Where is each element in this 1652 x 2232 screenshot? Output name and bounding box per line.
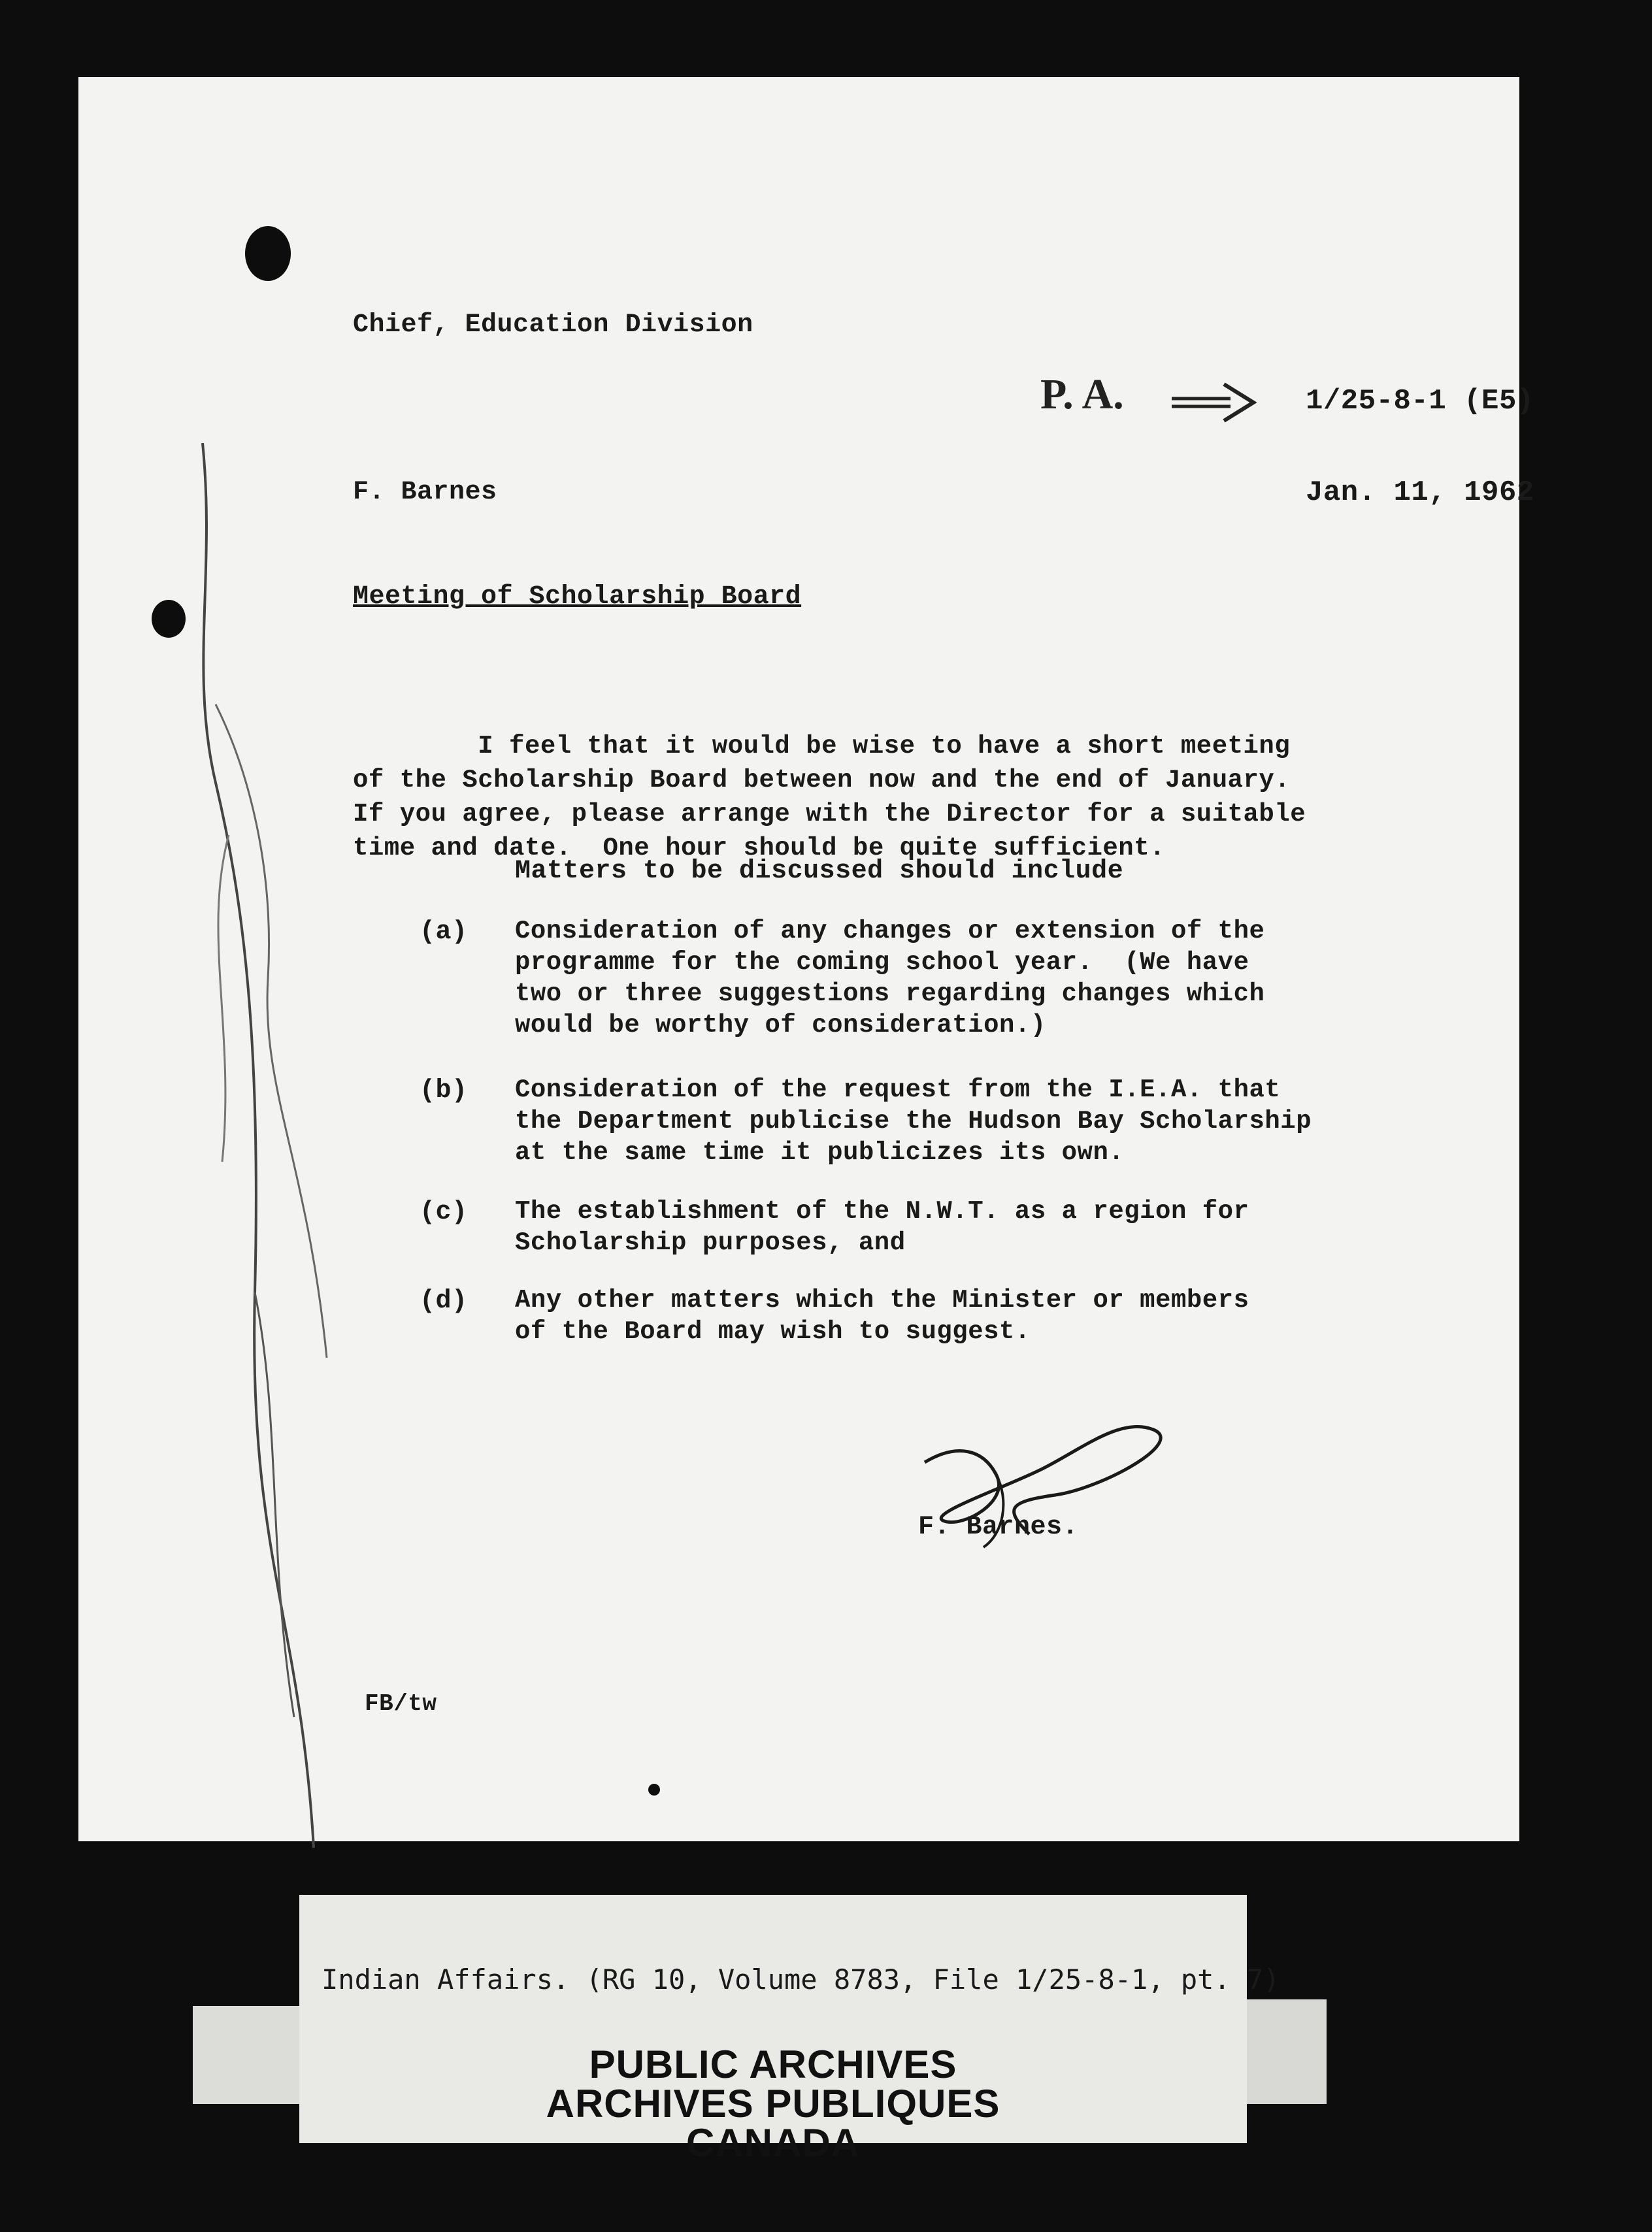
list-item: Consideration of any changes or extension of the programme for the coming school year. (We have two or three suggestions regarding changes which would be worthy of consideration.) (515, 917, 1265, 1040)
body-paragraph (353, 695, 1306, 865)
typed-signature: F. Barnes. (918, 1513, 1079, 1542)
memo-date: Jan. 11, 1962 (1306, 476, 1534, 509)
file-reference: 1/25-8-1 (E5) (1306, 385, 1534, 418)
matters-intro: Matters to be discussed should include (515, 857, 1124, 886)
body-line: I feel that it would be wise to have a short meeting (353, 732, 1291, 761)
pa-stamp: P. A. (1040, 370, 1124, 418)
list-item: The establishment of the N.W.T. as a region for Scholarship purposes, and (515, 1197, 1249, 1257)
archive-line-en: PUBLIC ARCHIVES (589, 2043, 957, 2086)
right-arrow-icon (1168, 379, 1260, 425)
dot-mark (648, 1784, 660, 1796)
margin-mark (176, 443, 412, 1880)
body-line: of the Scholarship Board between now and the end of January. (353, 766, 1291, 795)
memo-sender: F. Barnes (353, 478, 497, 507)
memo-subject: Meeting of Scholarship Board (353, 582, 802, 612)
list-item: Consideration of the request from the I.E.A. that the Department publicise the Hudson Bay Scholarship at the same time it publicizes its own. (515, 1075, 1312, 1167)
body-line: If you agree, please arrange with the Director for a suitable (353, 800, 1306, 829)
label-tab-right (1242, 1999, 1327, 2104)
item-label: (d) (420, 1287, 468, 1316)
archive-stamp (299, 2045, 1247, 2163)
archive-reference: Indian Affairs. (RG 10, Volume 8783, File 1/25-8-1, pt. 7) (322, 1963, 1280, 1995)
item-label: (a) (420, 917, 468, 947)
memo-page (78, 77, 1534, 1841)
label-tab-left (193, 2006, 310, 2104)
typist-initials: FB/tw (365, 1690, 437, 1717)
archive-line-fr: ARCHIVES PUBLIQUES (546, 2082, 1000, 2125)
list-item: Any other matters which the Minister or members of the Board may wish to suggest. (515, 1286, 1249, 1346)
memo-recipient: Chief, Education Division (353, 310, 753, 340)
punch-hole (245, 226, 291, 281)
archive-line-country: CANADA (686, 2121, 860, 2165)
body-line: time and date. One hour should be quite sufficient. (353, 834, 1165, 862)
item-label: (b) (420, 1076, 468, 1106)
item-label: (c) (420, 1198, 468, 1227)
